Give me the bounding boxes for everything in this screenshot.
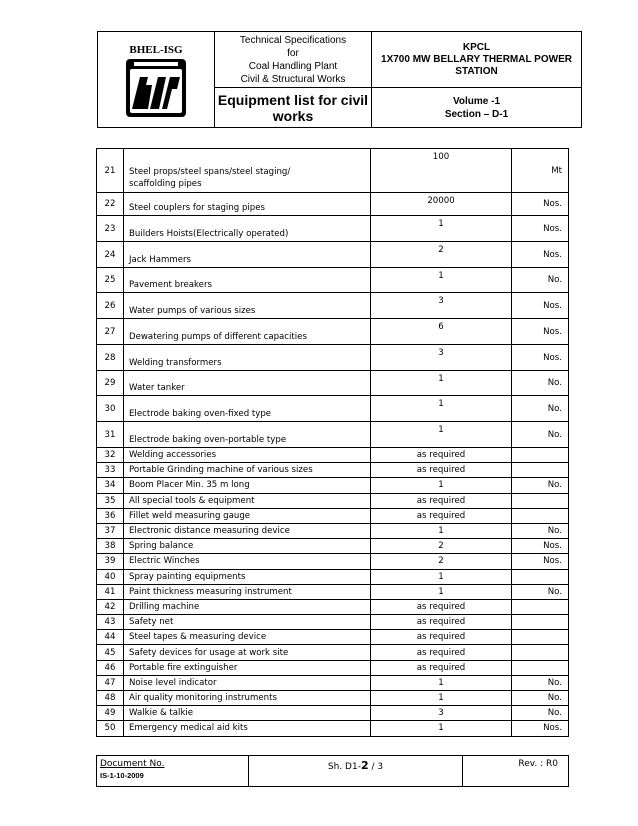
spec-line-3: Coal Handling Plant — [248, 60, 338, 72]
item-description-text: Safety devices for usage at work site — [129, 647, 289, 658]
volume-cell — [372, 88, 582, 128]
revision-label: Rev. : R0 — [518, 759, 558, 769]
item-description — [124, 523, 371, 538]
table-row — [97, 149, 569, 193]
item-description-text: Boom Placer Min. 35 m long — [129, 480, 250, 491]
item-number: 24 — [97, 242, 124, 268]
item-unit — [512, 493, 569, 508]
item-unit — [512, 463, 569, 478]
item-description-text: Jack Hammers — [129, 255, 192, 265]
item-number: 25 — [97, 268, 124, 293]
item-description — [124, 493, 371, 508]
item-description-text: Electrode baking oven-fixed type — [129, 409, 272, 419]
project-cell — [372, 32, 582, 88]
item-description-text: Walkie & talkie — [129, 708, 194, 719]
item-unit: No. — [512, 691, 569, 706]
item-quantity: 3 — [371, 293, 512, 319]
item-description — [124, 691, 371, 706]
item-description — [124, 242, 371, 268]
item-description — [124, 630, 371, 645]
item-unit — [512, 569, 569, 584]
item-number: 50 — [97, 721, 124, 736]
item-quantity: 1 — [371, 371, 512, 396]
item-number: 36 — [97, 508, 124, 523]
item-description — [124, 319, 371, 345]
item-unit: No. — [512, 396, 569, 422]
table-row — [97, 371, 569, 396]
item-quantity: 3 — [371, 706, 512, 721]
item-description-text: Steel props/steel spans/steel staging/ — [129, 167, 291, 177]
table-row — [97, 615, 569, 630]
item-description — [124, 584, 371, 599]
item-unit — [512, 508, 569, 523]
sheet-number: 2 — [360, 759, 369, 772]
item-unit: No. — [512, 422, 569, 448]
item-description — [124, 422, 371, 448]
doc-title-cell — [215, 88, 372, 128]
table-row — [97, 216, 569, 242]
doc-number-code: IS-1-10-2009 — [100, 771, 144, 780]
item-description-text: Portable Grinding machine of various sizes — [129, 465, 313, 476]
item-quantity: 1 — [371, 268, 512, 293]
sheet-suffix: / 3 — [368, 762, 384, 772]
document-footer — [96, 755, 569, 787]
item-number: 30 — [97, 396, 124, 422]
item-unit: No. — [512, 584, 569, 599]
table-row — [97, 630, 569, 645]
item-description — [124, 554, 371, 569]
item-number: 32 — [97, 448, 124, 463]
item-quantity: as required — [371, 660, 512, 675]
item-description — [124, 721, 371, 736]
item-description — [124, 706, 371, 721]
table-row — [97, 706, 569, 721]
item-unit: No. — [512, 268, 569, 293]
item-description — [124, 345, 371, 371]
item-description — [124, 396, 371, 422]
item-quantity: 1 — [371, 478, 512, 493]
table-row — [97, 193, 569, 216]
item-number: 22 — [97, 193, 124, 216]
item-number: 33 — [97, 463, 124, 478]
doc-title-line-1: Equipment list for civil — [217, 91, 369, 108]
spec-cell — [215, 32, 372, 88]
sheet-cell — [249, 756, 463, 787]
item-description-text: Paint thickness measuring instrument — [129, 586, 292, 597]
table-row — [97, 584, 569, 599]
item-unit: Nos. — [512, 216, 569, 242]
item-description-text: Electronic distance measuring device — [129, 526, 290, 537]
table-row — [97, 478, 569, 493]
table-row — [97, 660, 569, 675]
item-description — [124, 448, 371, 463]
table-row — [97, 675, 569, 690]
spec-line-1: Technical Specifications — [239, 34, 347, 46]
item-number: 28 — [97, 345, 124, 371]
item-quantity: as required — [371, 508, 512, 523]
item-unit: Nos. — [512, 539, 569, 554]
item-description — [124, 268, 371, 293]
doc-number-label: Document No. — [100, 759, 165, 769]
item-description-text: Electric Winches — [129, 556, 200, 567]
item-quantity: 1 — [371, 523, 512, 538]
item-unit — [512, 599, 569, 614]
spec-line-4: Civil & Structural Works — [240, 73, 346, 85]
item-unit — [512, 645, 569, 660]
project-line-1: 1X700 MW BELLARY THERMAL POWER — [381, 53, 572, 65]
item-description-text: Welding accessories — [129, 450, 217, 461]
item-number: 34 — [97, 478, 124, 493]
item-unit — [512, 448, 569, 463]
item-quantity: 1 — [371, 675, 512, 690]
item-description — [124, 193, 371, 216]
item-description — [124, 660, 371, 675]
table-row — [97, 569, 569, 584]
table-row — [97, 508, 569, 523]
item-description — [124, 293, 371, 319]
item-quantity: as required — [371, 599, 512, 614]
item-quantity: 1 — [371, 721, 512, 736]
section-label: Section – D-1 — [444, 108, 509, 120]
item-unit — [512, 660, 569, 675]
item-quantity: 100 — [371, 149, 512, 193]
item-description — [124, 675, 371, 690]
item-description-text: Steel couplers for staging pipes — [129, 203, 266, 213]
item-quantity: 2 — [371, 242, 512, 268]
item-number: 27 — [97, 319, 124, 345]
equipment-table — [96, 148, 569, 737]
item-unit: Mt — [512, 149, 569, 193]
item-description-text: Water pumps of various sizes — [129, 306, 256, 316]
item-number: 46 — [97, 660, 124, 675]
item-description — [124, 539, 371, 554]
item-quantity: 6 — [371, 319, 512, 345]
document-header — [97, 31, 582, 128]
item-unit: Nos. — [512, 319, 569, 345]
volume-label: Volume -1 — [452, 95, 501, 107]
item-number: 38 — [97, 539, 124, 554]
project-line-2: STATION — [455, 65, 498, 77]
item-description — [124, 569, 371, 584]
client-name: KPCL — [462, 41, 491, 53]
item-description-text: Air quality monitoring instruments — [129, 693, 277, 704]
item-unit: No. — [512, 478, 569, 493]
item-quantity: 3 — [371, 345, 512, 371]
table-row — [97, 345, 569, 371]
item-quantity: 20000 — [371, 193, 512, 216]
table-row — [97, 268, 569, 293]
item-description-text: Pavement breakers — [129, 280, 212, 290]
item-quantity: as required — [371, 463, 512, 478]
item-unit: Nos. — [512, 293, 569, 319]
logo-cell — [98, 32, 215, 128]
item-description — [124, 149, 371, 193]
table-row — [97, 554, 569, 569]
item-description-text: Electrode baking oven-portable type — [129, 435, 287, 445]
item-quantity: 1 — [371, 422, 512, 448]
item-description-text: Dewatering pumps of different capacities — [129, 332, 307, 342]
item-description — [124, 615, 371, 630]
item-description-text: Fillet weld measuring gauge — [129, 510, 251, 521]
item-number: 42 — [97, 599, 124, 614]
spec-line-2: for — [287, 47, 299, 59]
item-description-text: Water tanker — [129, 383, 185, 393]
brand-name: BHEL-ISG — [129, 44, 183, 56]
bhel-logo-icon — [126, 59, 186, 117]
item-number: 43 — [97, 615, 124, 630]
item-description — [124, 463, 371, 478]
table-row — [97, 721, 569, 736]
table-row — [97, 293, 569, 319]
table-row — [97, 523, 569, 538]
item-description-line-2: scaffolding pipes — [129, 179, 202, 189]
item-number: 37 — [97, 523, 124, 538]
item-description-text: Emergency medical aid kits — [129, 723, 248, 734]
revision-cell — [463, 756, 569, 787]
table-row — [97, 242, 569, 268]
item-quantity: as required — [371, 630, 512, 645]
item-number: 21 — [97, 149, 124, 193]
item-description-text: All special tools & equipment — [129, 495, 255, 506]
table-row — [97, 599, 569, 614]
table-row — [97, 691, 569, 706]
item-unit: No. — [512, 523, 569, 538]
item-description — [124, 599, 371, 614]
item-description — [124, 508, 371, 523]
item-number: 29 — [97, 371, 124, 396]
item-description — [124, 371, 371, 396]
item-quantity: as required — [371, 615, 512, 630]
item-description-text: Safety net — [129, 617, 174, 628]
item-description-text: Noise level indicator — [129, 677, 217, 688]
item-quantity: 1 — [371, 584, 512, 599]
item-description-text: Drilling machine — [129, 601, 200, 612]
item-unit: Nos. — [512, 193, 569, 216]
item-description — [124, 478, 371, 493]
table-row — [97, 396, 569, 422]
item-description-text: Portable fire extinguisher — [129, 662, 238, 673]
item-number: 40 — [97, 569, 124, 584]
item-number: 35 — [97, 493, 124, 508]
table-row — [97, 448, 569, 463]
doc-title-line-2: works — [272, 107, 314, 124]
item-number: 31 — [97, 422, 124, 448]
sheet-prefix: Sh. D1- — [327, 762, 361, 772]
item-number: 26 — [97, 293, 124, 319]
item-description-text: Welding transformers — [129, 358, 222, 368]
item-quantity: 1 — [371, 396, 512, 422]
item-number: 49 — [97, 706, 124, 721]
item-unit: Nos. — [512, 242, 569, 268]
item-quantity: 2 — [371, 554, 512, 569]
item-quantity: as required — [371, 448, 512, 463]
item-quantity: 1 — [371, 216, 512, 242]
item-unit — [512, 615, 569, 630]
doc-number-cell — [97, 756, 249, 787]
table-row — [97, 319, 569, 345]
item-unit: No. — [512, 371, 569, 396]
table-row — [97, 493, 569, 508]
item-number: 48 — [97, 691, 124, 706]
item-unit: Nos. — [512, 345, 569, 371]
item-quantity: 1 — [371, 569, 512, 584]
table-row — [97, 539, 569, 554]
item-description-text: Spray painting equipments — [129, 571, 246, 582]
item-unit: No. — [512, 675, 569, 690]
item-description-text: Spring balance — [129, 541, 194, 552]
item-unit: Nos. — [512, 554, 569, 569]
item-number: 47 — [97, 675, 124, 690]
item-quantity: 1 — [371, 691, 512, 706]
item-quantity: as required — [371, 645, 512, 660]
item-description-text: Builders Hoists(Electrically operated) — [129, 229, 289, 239]
item-number: 45 — [97, 645, 124, 660]
item-quantity: 2 — [371, 539, 512, 554]
item-description — [124, 645, 371, 660]
item-number: 44 — [97, 630, 124, 645]
item-description — [124, 216, 371, 242]
item-unit: Nos. — [512, 721, 569, 736]
item-number: 23 — [97, 216, 124, 242]
item-number: 41 — [97, 584, 124, 599]
item-quantity: as required — [371, 493, 512, 508]
table-row — [97, 463, 569, 478]
item-unit: No. — [512, 706, 569, 721]
item-unit — [512, 630, 569, 645]
table-row — [97, 645, 569, 660]
item-description-text: Steel tapes & measuring device — [129, 632, 267, 643]
item-number: 39 — [97, 554, 124, 569]
table-row — [97, 422, 569, 448]
